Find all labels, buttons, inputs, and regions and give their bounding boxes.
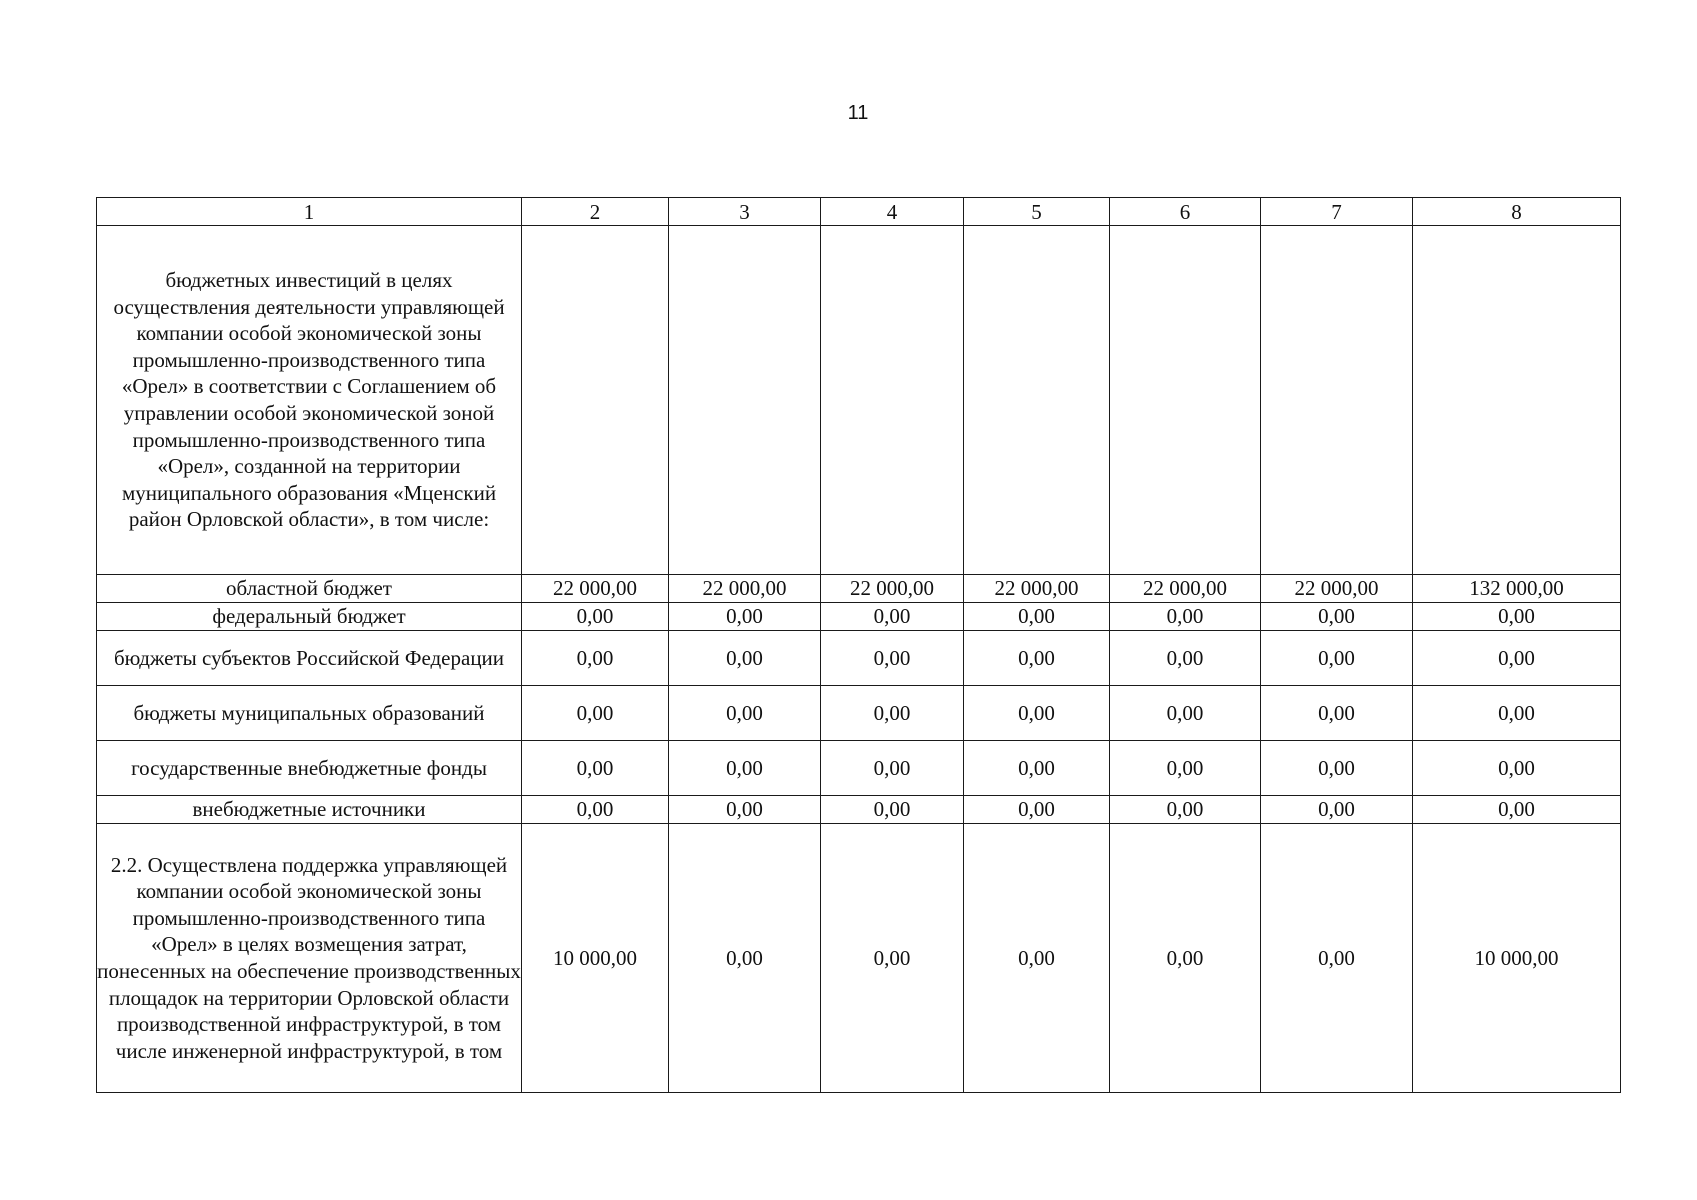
value-cell: 22 000,00: [821, 575, 964, 603]
row-description: бюджетных инвестиций в целях осуществления деятельности управляющей компании особой экономической зоны промышленно-производственного типа «Орел» в соответствии с Соглашением об управлении особой экономической зоной промышленно-производственного типа «Орел», созданной на территории муниципального образования «Мценский район Орловской области», в том числе:: [97, 226, 522, 575]
value-cell: 0,00: [821, 741, 964, 796]
value-cell: [1261, 226, 1413, 575]
value-cell: 0,00: [1261, 824, 1413, 1093]
value-cell: 0,00: [669, 631, 821, 686]
value-cell: 0,00: [821, 631, 964, 686]
value-cell: 0,00: [821, 796, 964, 824]
column-header: 7: [1261, 198, 1413, 226]
column-number-row: [97, 198, 1621, 226]
value-cell: 0,00: [1413, 796, 1621, 824]
value-cell: 22 000,00: [1110, 575, 1261, 603]
value-cell: 0,00: [964, 796, 1110, 824]
value-cell: [1413, 226, 1621, 575]
source-label: государственные внебюджетные фонды: [97, 741, 522, 796]
value-cell: 0,00: [1413, 603, 1621, 631]
value-cell: 0,00: [1261, 796, 1413, 824]
value-cell: 0,00: [1110, 686, 1261, 741]
source-label: федеральный бюджет: [97, 603, 522, 631]
value-cell: 0,00: [669, 686, 821, 741]
value-cell: 0,00: [669, 824, 821, 1093]
value-cell: 0,00: [964, 603, 1110, 631]
value-cell: 0,00: [1110, 631, 1261, 686]
value-cell: 0,00: [522, 631, 669, 686]
value-cell: 22 000,00: [669, 575, 821, 603]
column-header: 3: [669, 198, 821, 226]
value-cell: 0,00: [522, 686, 669, 741]
value-cell: 0,00: [821, 686, 964, 741]
value-cell: 0,00: [1261, 741, 1413, 796]
value-cell: 0,00: [1110, 741, 1261, 796]
table-row: [97, 575, 1621, 603]
table-row: [97, 741, 1621, 796]
table-row: [97, 631, 1621, 686]
source-label: бюджеты субъектов Российской Федерации: [97, 631, 522, 686]
value-cell: 0,00: [821, 603, 964, 631]
value-cell: 0,00: [1261, 603, 1413, 631]
source-label: бюджеты муниципальных образований: [97, 686, 522, 741]
value-cell: 0,00: [522, 741, 669, 796]
value-cell: 0,00: [1110, 603, 1261, 631]
value-cell: [669, 226, 821, 575]
value-cell: 0,00: [1261, 686, 1413, 741]
value-cell: 10 000,00: [522, 824, 669, 1093]
column-header: 1: [97, 198, 522, 226]
value-cell: 0,00: [669, 603, 821, 631]
value-cell: 0,00: [1413, 631, 1621, 686]
table-row: [97, 226, 1621, 575]
value-cell: 0,00: [1110, 796, 1261, 824]
column-header: 4: [821, 198, 964, 226]
value-cell: 132 000,00: [1413, 575, 1621, 603]
value-cell: 0,00: [1413, 741, 1621, 796]
column-header: 6: [1110, 198, 1261, 226]
value-cell: 0,00: [522, 603, 669, 631]
source-label: внебюджетные источники: [97, 796, 522, 824]
value-cell: 0,00: [821, 824, 964, 1093]
column-header: 5: [964, 198, 1110, 226]
row-description: 2.2. Осуществлена поддержка управляющей компании особой экономической зоны промышленно-производственного типа «Орел» в целях возмещения затрат, понесенных на обеспечение производственных площадок на территории Орловской области производственной инфраструктурой, в том числе инженерной инфраструктурой, в том: [97, 824, 522, 1093]
table-row: [97, 686, 1621, 741]
value-cell: 0,00: [964, 686, 1110, 741]
value-cell: [821, 226, 964, 575]
value-cell: 10 000,00: [1413, 824, 1621, 1093]
value-cell: 0,00: [964, 741, 1110, 796]
value-cell: 0,00: [964, 824, 1110, 1093]
value-cell: 22 000,00: [964, 575, 1110, 603]
value-cell: 0,00: [964, 631, 1110, 686]
value-cell: 0,00: [669, 796, 821, 824]
value-cell: 0,00: [1110, 824, 1261, 1093]
value-cell: [522, 226, 669, 575]
column-header: 8: [1413, 198, 1621, 226]
value-cell: 0,00: [1261, 631, 1413, 686]
value-cell: [964, 226, 1110, 575]
value-cell: 0,00: [522, 796, 669, 824]
page-number: 11: [847, 102, 869, 124]
table-row: [97, 824, 1621, 1093]
value-cell: 22 000,00: [1261, 575, 1413, 603]
table-row: [97, 603, 1621, 631]
value-cell: 0,00: [669, 741, 821, 796]
column-header: 2: [522, 198, 669, 226]
value-cell: 0,00: [1413, 686, 1621, 741]
source-label: областной бюджет: [97, 575, 522, 603]
value-cell: 22 000,00: [522, 575, 669, 603]
value-cell: [1110, 226, 1261, 575]
table-row: [97, 796, 1621, 824]
funding-table: [96, 197, 1621, 1093]
